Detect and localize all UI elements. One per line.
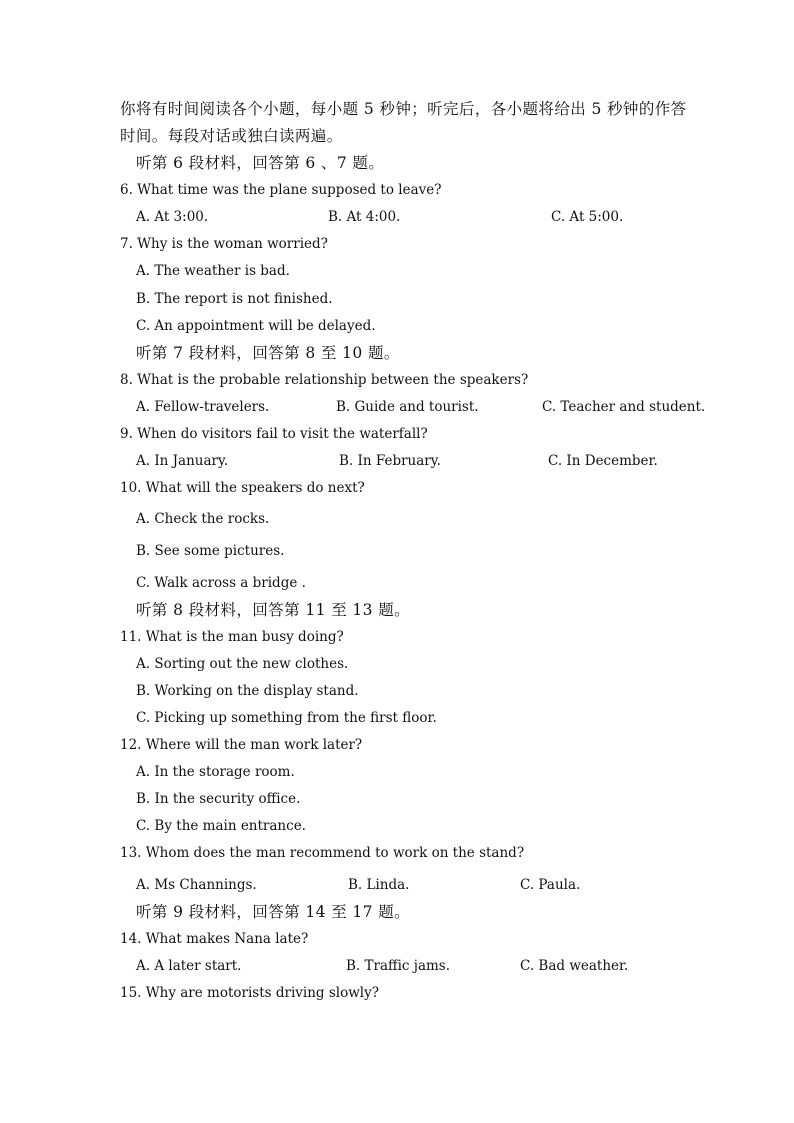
question-6-stem: 6. What time was the plane supposed to leave? — [120, 182, 442, 198]
question-7-stem: 7. Why is the woman worried? — [120, 236, 328, 252]
section-heading-8: 听第 8 段材料，回答第 11 至 13 题。 — [136, 601, 411, 619]
question-8-option-c: C. Teacher and student. — [542, 399, 706, 415]
question-11-option-b: B. Working on the display stand. — [136, 683, 359, 699]
question-8-option-a: A. Fellow-travelers. — [136, 399, 270, 415]
question-12-option-b: B. In the security office. — [136, 791, 301, 807]
question-9-option-c: C. In December. — [548, 453, 658, 469]
question-12-option-a: A. In the storage room. — [136, 764, 295, 780]
question-9-option-b: B. In February. — [339, 453, 441, 469]
question-8-option-b: B. Guide and tourist. — [336, 399, 479, 415]
question-11-option-c: C. Picking up something from the first floor. — [136, 710, 437, 726]
question-14-stem: 14. What makes Nana late? — [120, 931, 309, 947]
question-10-option-b: B. See some pictures. — [136, 543, 285, 559]
question-12-option-c: C. By the main entrance. — [136, 818, 306, 834]
question-13-option-a: A. Ms Channings. — [136, 877, 257, 893]
question-9-stem: 9. When do visitors fail to visit the waterfall? — [120, 426, 428, 442]
question-14-option-b: B. Traffic jams. — [346, 958, 451, 974]
question-7-option-b: B. The report is not finished. — [136, 291, 333, 307]
question-12-stem: 12. Where will the man work later? — [120, 737, 363, 753]
question-14-option-c: C. Bad weather. — [520, 958, 629, 974]
question-10-option-c: C. Walk across a bridge . — [136, 575, 306, 591]
question-13-option-c: C. Paula. — [520, 877, 581, 893]
intro-line-1: 你将有时间阅读各个小题，每小题 5 秒钟；听完后，各小题将给出 5 秒钟的作答 — [120, 100, 687, 118]
question-9-option-a: A. In January. — [136, 453, 229, 469]
section-heading-9: 听第 9 段材料，回答第 14 至 17 题。 — [136, 903, 411, 921]
question-6-option-c: C. At 5:00. — [551, 209, 624, 225]
question-13-option-b: B. Linda. — [348, 877, 410, 893]
question-15-stem: 15. Why are motorists driving slowly? — [120, 985, 379, 1001]
question-14-option-a: A. A later start. — [136, 958, 242, 974]
question-7-option-c: C. An appointment will be delayed. — [136, 318, 376, 334]
intro-line-2: 时间。每段对话或独白读两遍。 — [120, 127, 343, 145]
question-13-stem: 13. Whom does the man recommend to work on the stand? — [120, 845, 525, 861]
question-10-option-a: A. Check the rocks. — [136, 511, 270, 527]
question-8-stem: 8. What is the probable relationship between the speakers? — [120, 372, 529, 388]
question-11-stem: 11. What is the man busy doing? — [120, 629, 344, 645]
question-7-option-a: A. The weather is bad. — [136, 263, 290, 279]
section-heading-7: 听第 7 段材料，回答第 8 至 10 题。 — [136, 344, 400, 362]
question-6-option-a: A. At 3:00. — [136, 209, 209, 225]
question-6-option-b: B. At 4:00. — [328, 209, 401, 225]
question-11-option-a: A. Sorting out the new clothes. — [136, 656, 349, 672]
question-10-stem: 10. What will the speakers do next? — [120, 480, 365, 496]
section-heading-6: 听第 6 段材料，回答第 6 、7 题。 — [136, 154, 385, 172]
